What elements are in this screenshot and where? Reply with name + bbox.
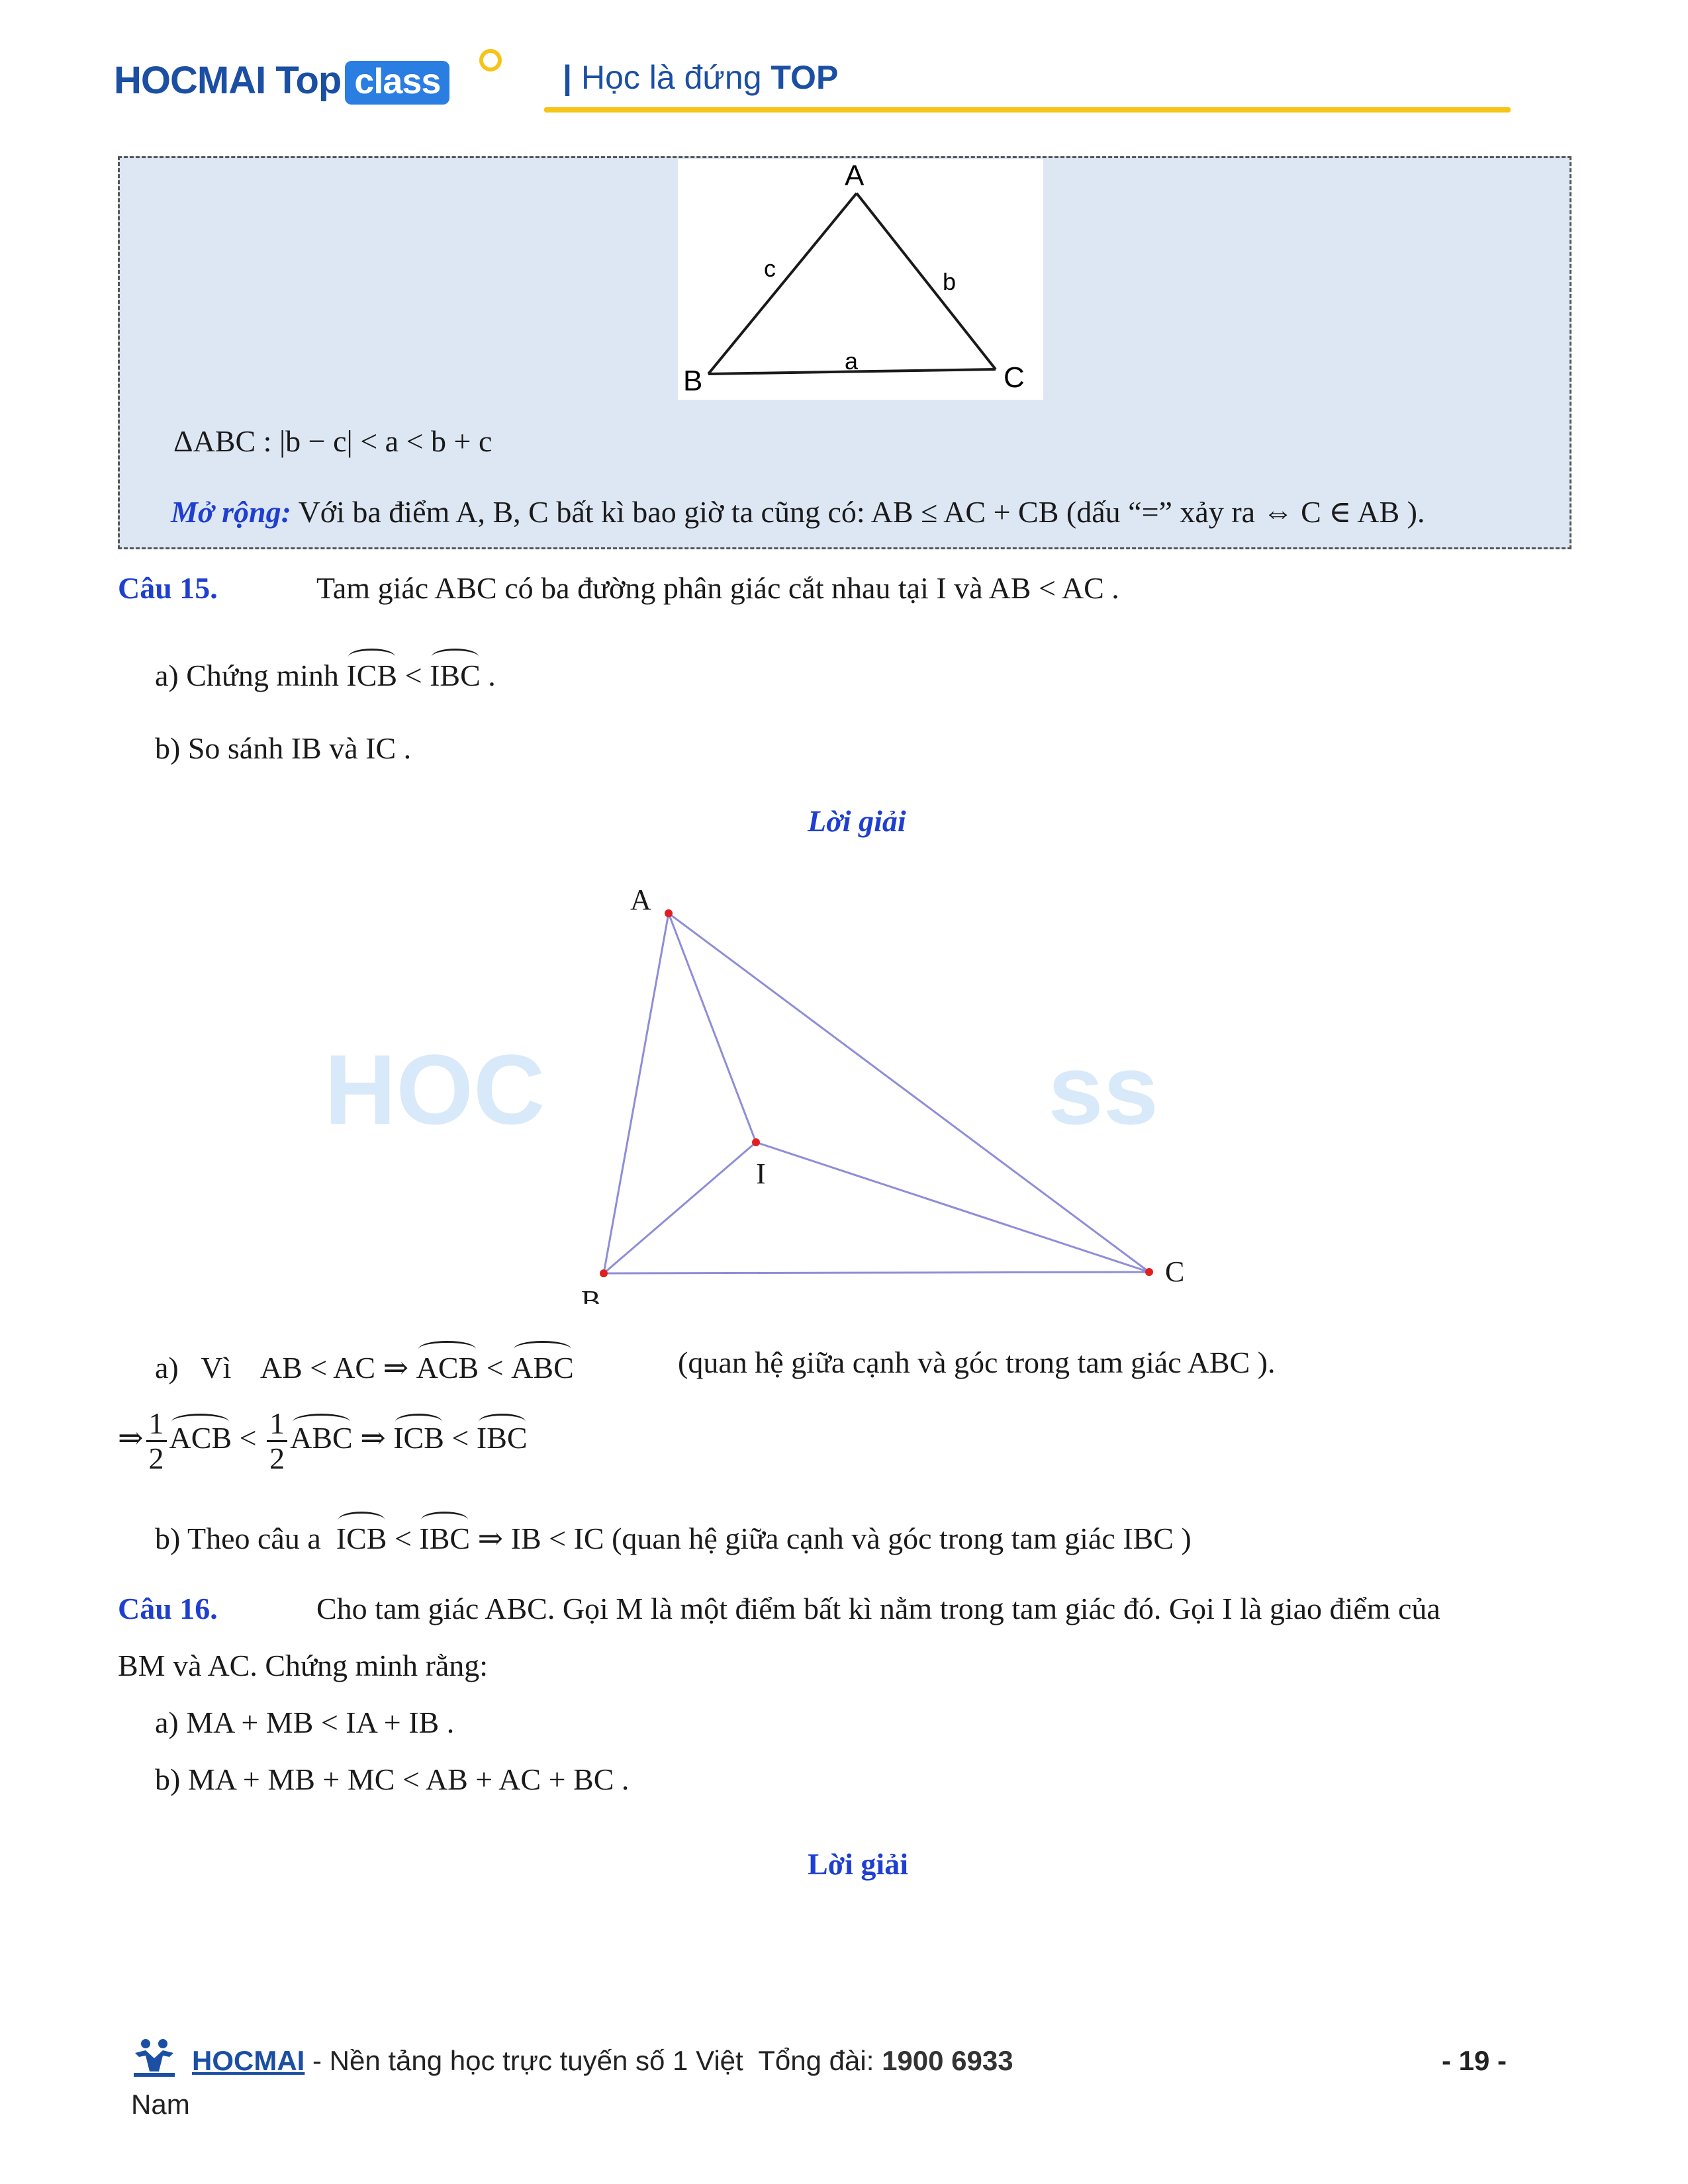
footer-wrap-text: Nam: [131, 2089, 190, 2120]
point-c: [1145, 1268, 1153, 1276]
label-i: I: [756, 1158, 766, 1190]
solution-heading-15: Lời giải: [808, 804, 906, 838]
fraction-denominator: 2: [269, 1441, 285, 1475]
lt-2: <: [444, 1421, 477, 1455]
angle-ibc-2: IBC: [477, 1418, 528, 1453]
segment-bc: [604, 1272, 1149, 1273]
hocmai-logo-svg: [131, 2036, 177, 2078]
sol-b-prefix: b) Theo câu a: [155, 1522, 336, 1555]
segment-bi: [604, 1142, 756, 1273]
angle-acb-2: ACB: [169, 1418, 232, 1453]
vertex-label-b: B: [683, 365, 703, 397]
solution-15-a-note: (quan hệ giữa cạnh và góc trong tam giác ABC ).: [678, 1345, 1276, 1379]
solution-15-b: [155, 1516, 1192, 1556]
question-15-part-a: [155, 653, 496, 693]
point-b: [600, 1269, 608, 1277]
segment-ab: [604, 913, 669, 1273]
triangle-inequality: ΔABC : |b − c| < a < b + c: [173, 424, 492, 458]
watermark-left: HOC: [324, 1034, 545, 1145]
bisector-figure: [556, 880, 1205, 1304]
tagline: [563, 58, 838, 97]
angle-ibc: IBC: [430, 653, 481, 693]
bisector-figure-svg: [556, 880, 1205, 1304]
triangle-figure-svg: [678, 159, 1043, 400]
point-a: [665, 909, 673, 917]
sol-a-prefix: a) Vì AB < AC ⇒: [155, 1351, 416, 1385]
footer-line: [192, 2045, 1013, 2077]
question-15: [118, 570, 1119, 606]
side-c: [708, 193, 857, 374]
segment-ai: [669, 913, 756, 1142]
side-label-a: a: [845, 347, 859, 375]
question-16: [118, 1591, 1440, 1626]
footer-brand-link[interactable]: HOCMAI: [192, 2045, 305, 2076]
angle-icb-2: ICB: [393, 1418, 444, 1453]
sol-b-lt: <: [387, 1522, 420, 1555]
implies-2: ⇒: [352, 1421, 394, 1455]
question-15-part-b: b) So sánh IB và IC .: [155, 731, 412, 765]
triangle-figure-abc: [678, 159, 1043, 400]
brand-main: HOCMAI Top: [114, 59, 342, 102]
footer-hotline: 1900 6933: [882, 2045, 1013, 2076]
fraction-numerator: 1: [267, 1407, 287, 1442]
part-a-prefix: a) Chứng minh: [155, 659, 347, 692]
side-label-b: b: [943, 268, 957, 295]
label-c: C: [1165, 1255, 1185, 1288]
watermark-right: ss: [1048, 1034, 1159, 1145]
page-number: - 19 -: [1442, 2045, 1507, 2076]
segment-ci: [756, 1142, 1149, 1272]
question-16-text-1: Cho tam giác ABC. Gọi M là một điểm bất kì nằm trong tam giác đó. Gọi I là giao điểm của: [316, 1592, 1440, 1625]
label-a: A: [630, 884, 651, 916]
part-a-lt: <: [397, 659, 430, 692]
solution-15-a-line1: [155, 1345, 574, 1385]
vertex-label-a: A: [845, 159, 865, 192]
solution-heading-16: Lời giải: [808, 1847, 908, 1881]
angle-icb-3: ICB: [336, 1516, 387, 1556]
question-16-text-2: BM và AC. Chứng minh rằng:: [118, 1649, 489, 1682]
extension-label: Mở rộng:: [171, 495, 291, 529]
angle-abc-2: ABC: [290, 1418, 353, 1453]
sun-icon: [479, 49, 502, 71]
solution-15-a-line2: [118, 1407, 528, 1475]
angle-abc: ABC: [511, 1345, 574, 1385]
fraction-numerator: 1: [146, 1407, 167, 1442]
brand-logo: [114, 58, 449, 105]
side-label-c: c: [764, 255, 776, 282]
tagline-bold: TOP: [771, 59, 839, 96]
tagline-text: Học là đứng: [581, 59, 762, 96]
question-15-label: Câu 15.: [118, 571, 218, 605]
footer-text: - Nền tảng học trực tuyến số 1 Việt Tổng đài:: [305, 2045, 882, 2076]
angle-acb: ACB: [416, 1345, 479, 1385]
implies-symbol: ⇒: [118, 1421, 144, 1455]
side-b: [857, 193, 996, 369]
label-b: B: [581, 1285, 601, 1304]
point-i: [752, 1138, 760, 1146]
lt-1: <: [232, 1421, 265, 1455]
extension-text: Với ba điểm A, B, C bất kì bao giờ ta cũng có: AB ≤ AC + CB (dấu “=” xảy ra ⇔ C ∈ AB ).: [298, 495, 1425, 529]
part-a-end: .: [480, 659, 496, 692]
question-16-part-b: b) MA + MB + MC < AB + AC + BC .: [155, 1762, 630, 1796]
angle-ibc-3: IBC: [419, 1516, 470, 1556]
question-16-label: Câu 16.: [118, 1592, 218, 1625]
fraction-half-2: [267, 1407, 287, 1475]
extension-line: [171, 494, 1425, 529]
brand-class: class: [345, 61, 449, 105]
hocmai-logo-icon: [131, 2036, 177, 2078]
fraction-denominator: 2: [148, 1441, 164, 1475]
tagline-separator: |: [563, 59, 572, 96]
question-15-text: Tam giác ABC có ba đường phân giác cắt nhau tại I và AB < AC .: [316, 571, 1119, 605]
angle-icb: ICB: [346, 653, 397, 693]
segment-ac: [669, 913, 1149, 1272]
question-16-part-a: a) MA + MB < IA + IB .: [155, 1706, 455, 1739]
header-divider: [544, 107, 1511, 113]
sol-a-lt: <: [479, 1351, 512, 1385]
vertex-label-c: C: [1004, 361, 1025, 394]
sol-b-rest: ⇒ IB < IC (quan hệ giữa cạnh và góc trong tam giác IBC ): [470, 1522, 1192, 1555]
fraction-half-1: [146, 1407, 167, 1475]
